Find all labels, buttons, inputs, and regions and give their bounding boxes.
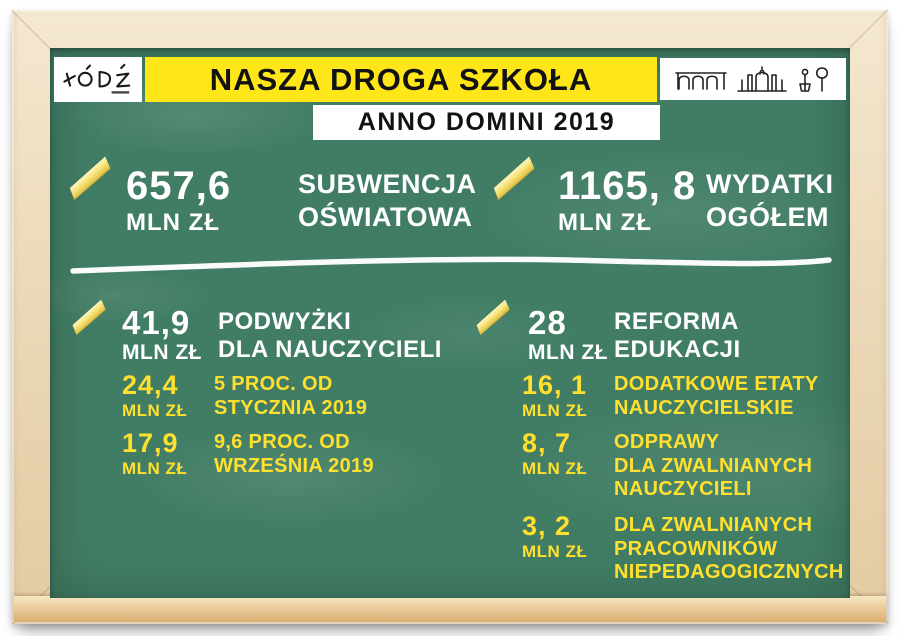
stat-value: 657,6 — [126, 164, 232, 208]
stat-reforma-value — [528, 306, 608, 365]
stat-value: 8, 7 — [522, 428, 572, 458]
stat-value: 24,4 — [122, 370, 179, 400]
title-banner — [145, 57, 657, 102]
subtitle-banner — [313, 105, 660, 140]
poster-subtitle: ANNO DOMINI 2019 — [357, 108, 616, 136]
label-line: WYDATKI — [706, 169, 834, 199]
label-line: NIEPEDAGOGICZNYCH — [614, 561, 844, 584]
stat-unit: MLN ZŁ — [528, 341, 608, 364]
substat-label — [614, 432, 812, 503]
landmark-icons-box — [660, 58, 846, 100]
stat-wydatki-label — [706, 168, 833, 234]
label-line: STYCZNIA 2019 — [214, 396, 368, 419]
chalk-tray — [14, 596, 886, 622]
substat-value — [522, 372, 587, 421]
substat-value — [522, 430, 587, 479]
label-line: PODWYŻKI — [218, 308, 352, 335]
label-line: WRZEŚNIA 2019 — [214, 454, 374, 477]
label-line: 9,6 PROC. OD — [214, 431, 350, 453]
stat-unit: MLN ZŁ — [122, 459, 188, 478]
stat-unit: MLN ZŁ — [126, 209, 220, 236]
substat-value — [522, 513, 587, 562]
label-line: DLA ZWALNIANYCH — [614, 454, 813, 477]
stat-value: 1165, 8 — [558, 164, 697, 208]
park-icon — [796, 65, 832, 93]
label-line: ODPRAWY — [614, 431, 720, 453]
stat-wydatki-value — [558, 166, 696, 237]
stat-value: 41,9 — [122, 304, 191, 341]
chalk-stick-icon — [68, 312, 110, 323]
frame-corner-seam — [11, 10, 50, 49]
stat-unit: MLN ZŁ — [122, 401, 188, 420]
chalk-stick-icon — [64, 172, 116, 185]
label-line: OŚWIATOWA — [298, 201, 473, 232]
label-line: NAUCZYCIELSKIE — [614, 396, 794, 419]
stat-unit: MLN ZŁ — [122, 341, 202, 364]
stat-value: 3, 2 — [522, 511, 572, 541]
stat-podwyzki-value — [122, 306, 202, 365]
chalk-stick-icon — [472, 312, 514, 323]
viaduct-icon — [674, 66, 728, 92]
label-line: DLA ZWALNIANYCH — [614, 514, 813, 536]
wooden-frame — [12, 10, 888, 624]
stat-value: 28 — [528, 304, 567, 341]
palace-gate-icon — [736, 65, 788, 93]
stat-podwyzki-label — [218, 308, 442, 365]
label-line: DLA NAUCZYCIELI — [218, 336, 442, 364]
substat-label — [614, 374, 818, 421]
label-line: NAUCZYCIELI — [614, 478, 752, 501]
label-line: REFORMA — [614, 308, 739, 335]
label-line: 5 PROC. OD — [214, 373, 333, 395]
frame-corner-seam — [849, 9, 888, 48]
substat-value — [122, 430, 187, 479]
lodz-city-logo — [54, 57, 142, 102]
label-line: SUBWENCJA — [298, 169, 477, 199]
substat-label — [614, 515, 844, 586]
chalkboard — [50, 48, 850, 598]
stat-unit: MLN ZŁ — [558, 209, 652, 236]
label-line: PRACOWNIKÓW — [614, 537, 778, 560]
stat-unit: MLN ZŁ — [522, 401, 588, 420]
stat-subwencja-value — [126, 166, 231, 237]
substat-value — [122, 372, 187, 421]
lodz-logo-icon — [62, 63, 134, 97]
label-line: OGÓŁEM — [706, 201, 829, 232]
chalk-divider-line — [68, 252, 834, 280]
poster-title: NASZA DROGA SZKOŁA — [209, 61, 593, 97]
stat-value: 17,9 — [122, 428, 179, 458]
substat-label — [214, 374, 367, 421]
label-line: EDUKACJI — [614, 336, 741, 364]
stat-unit: MLN ZŁ — [522, 542, 588, 561]
label-line: DODATKOWE ETATY — [614, 373, 819, 395]
stat-subwencja-label — [298, 168, 477, 234]
stat-value: 16, 1 — [522, 370, 588, 400]
stat-reforma-label — [614, 308, 741, 365]
stat-unit: MLN ZŁ — [522, 459, 588, 478]
chalk-stick-icon — [488, 172, 540, 185]
substat-label — [214, 432, 374, 479]
